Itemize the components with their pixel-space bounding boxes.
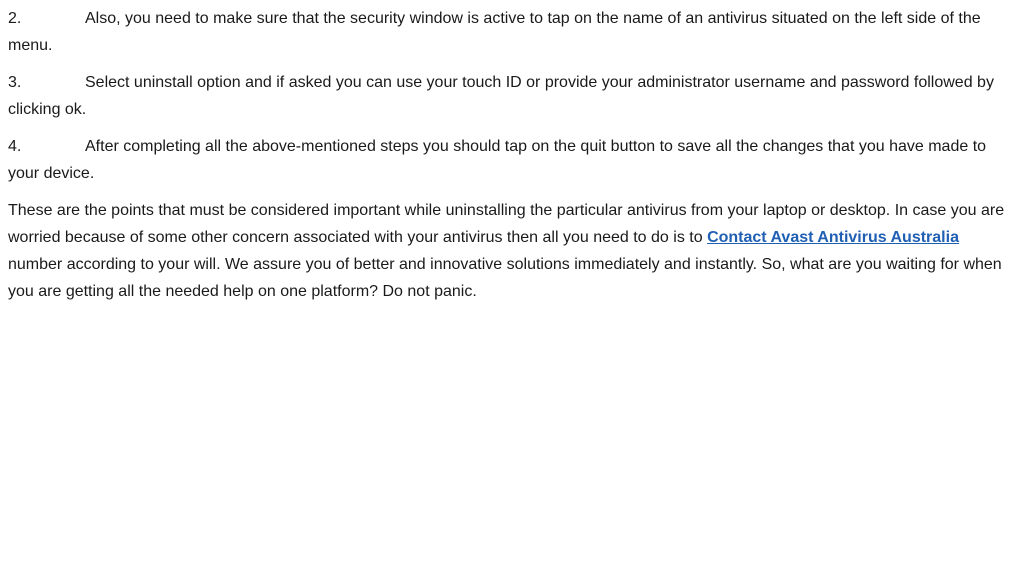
step-text: After completing all the above-mentioned steps you should tap on the quit button to save all the changes that you have made to your device. [8,138,987,182]
step-4 [8,133,1016,187]
closing-text-after-link: number according to your will. We assure you of better and innovative solutions immediately and instantly. So, what are you waiting for when you are getting all the needed help on one platform? Do not panic. [8,256,1002,300]
step-3 [8,69,1016,123]
step-number: 3. [8,74,22,91]
step-number: 2. [8,10,22,27]
contact-avast-link[interactable]: Contact Avast Antivirus Australia [707,229,959,246]
step-2 [8,5,1016,59]
step-number: 4. [8,138,22,155]
closing-text-before-link: These are the points that must be considered important while uninstalling the particular antivirus from your laptop or desktop. In case you are worried because of some other concern associated with your antivirus then all you need to do is to [8,202,1005,246]
step-text: Select uninstall option and if asked you can use your touch ID or provide your administrator username and password followed by clicking ok. [8,74,994,118]
step-text: Also, you need to make sure that the security window is active to tap on the name of an antivirus situated on the left side of the menu. [8,10,981,54]
closing-paragraph [8,197,1016,305]
